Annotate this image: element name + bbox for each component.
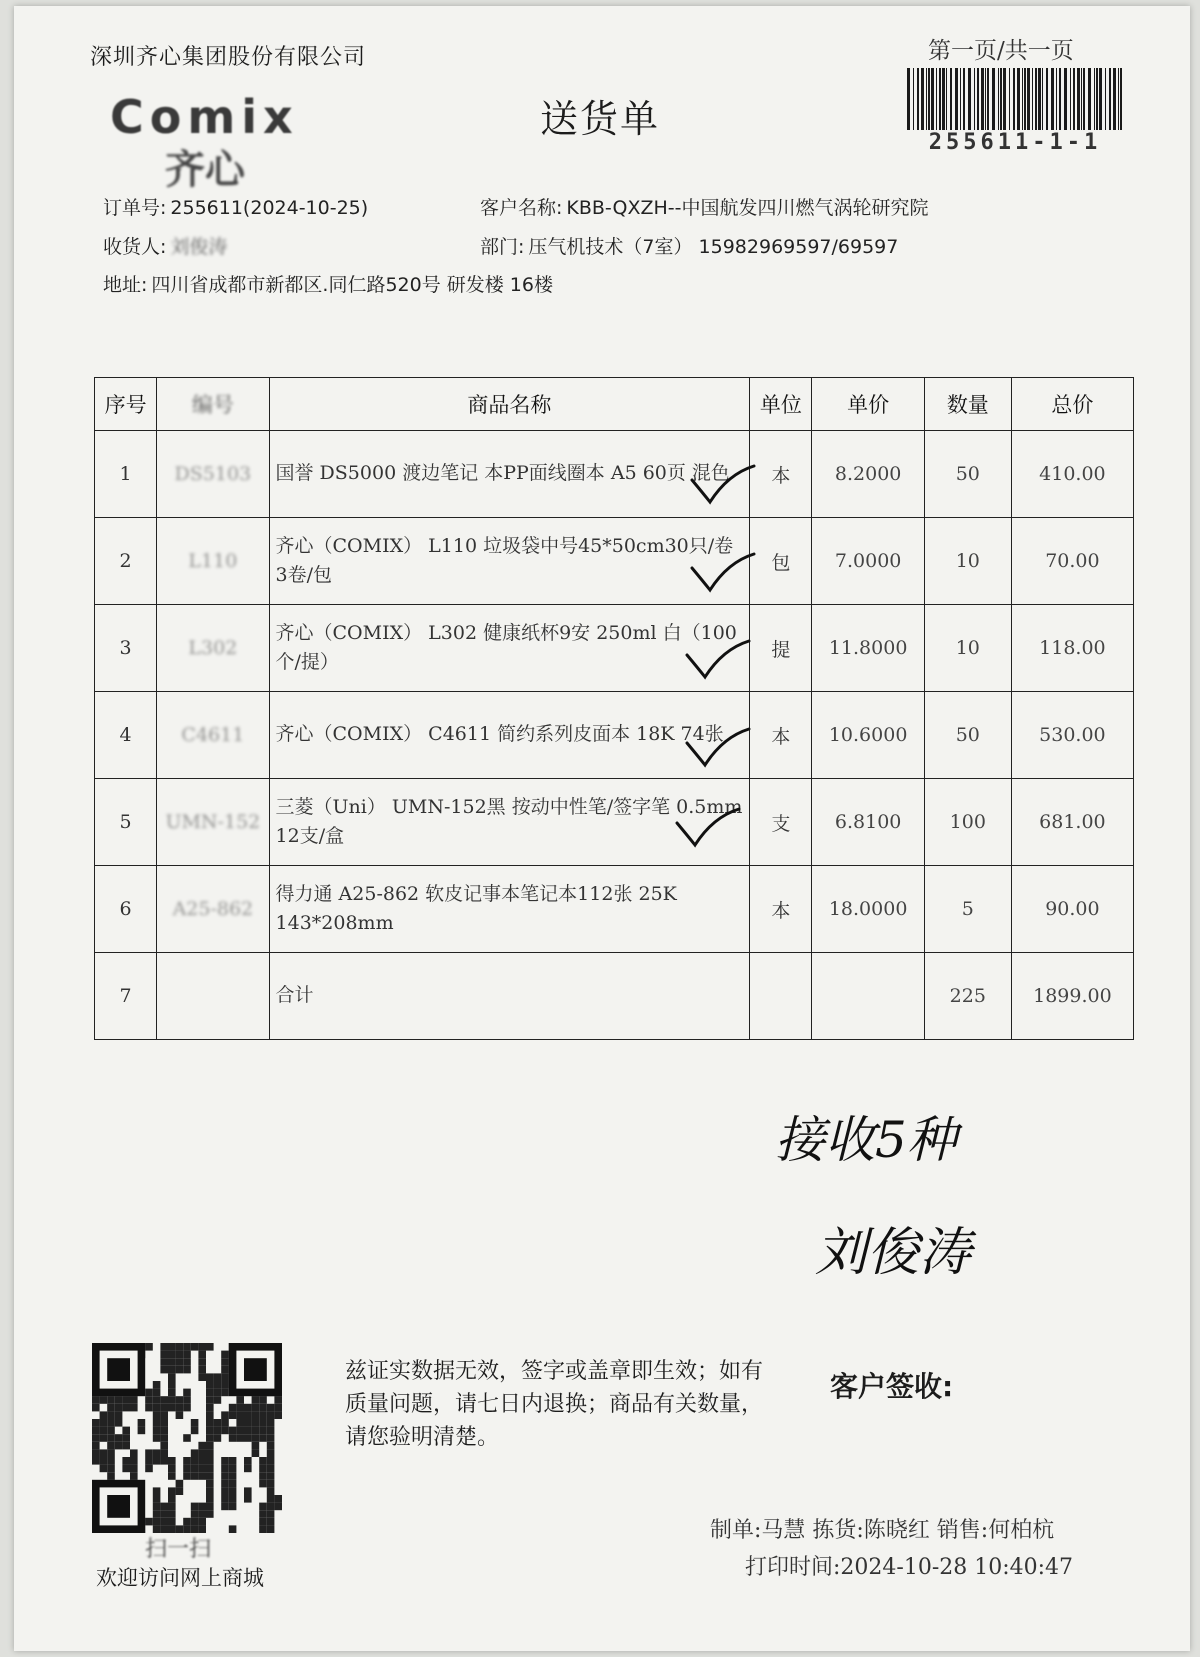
cell-name: 国誉 DS5000 渡边笔记 本PP面线圈本 A5 60页 混色 [269,431,750,518]
table-total-row [95,953,1134,1040]
col-price: 单价 [812,378,924,431]
cell-total: 530.00 [1011,692,1133,779]
barcode [905,68,1125,130]
handwritten-signature: 刘俊涛 [815,1223,972,1283]
cell-code: UMN-152 [157,779,269,866]
cell-price: 18.0000 [812,866,924,953]
receiver [103,232,227,259]
cell-name: 齐心（COMIX） C4611 简约系列皮面本 18K 74张 [269,692,750,779]
cell-code: DS5103 [157,431,269,518]
col-total: 总价 [1011,378,1133,431]
cell-index: 2 [95,518,157,605]
cell-unit: 本 [750,866,812,953]
cell-unit: 支 [750,779,812,866]
page-indicator: 第一页/共一页 [928,38,1074,64]
barcode-number: 255611-1-1 [928,130,1102,155]
logo-cn: 齐心 [165,147,245,193]
cell-unit: 本 [750,692,812,779]
cell-index: 6 [95,866,157,953]
col-code: 编号 [157,378,269,431]
qr-code [92,1343,282,1533]
dept-label: 部门: [480,236,525,258]
cell-name: 得力通 A25-862 软皮记事本笔记本112张 25K 143*208mm [269,866,750,953]
cell-name: 齐心（COMIX） L110 垃圾袋中号45*50cm30只/卷3卷/包 [269,518,750,605]
cell-price: 11.8000 [812,605,924,692]
table-row [95,431,1134,518]
cell-name: 合计 [269,953,750,1040]
customer-label: 客户名称: [480,197,563,219]
receiver-value: 刘俊涛 [170,236,228,258]
department [480,232,898,259]
cell-price: 10.6000 [812,692,924,779]
checkmark-icon [688,462,758,507]
cell-name: 三菱（Uni） UMN-152黑 按动中性笔/签字笔 0.5mm 12支/盒 [269,779,750,866]
cell-price [812,953,924,1040]
cell-unit: 包 [750,518,812,605]
cell-index: 7 [95,953,157,1040]
customer-value: KBB-QXZH--中国航发四川燃气涡轮研究院 [566,197,929,219]
cell-unit [750,953,812,1040]
table-row [95,518,1134,605]
cell-total: 70.00 [1011,518,1133,605]
logo-text: Comix [110,90,299,144]
cell-code: A25-862 [157,866,269,953]
cell-index: 4 [95,692,157,779]
cell-total: 681.00 [1011,779,1133,866]
cell-qty: 50 [924,431,1011,518]
notice-text: 兹证实数据无效，签字或盖章即生效；如有质量问题，请七日内退换；商品有关数量，请您验明清楚。 [345,1359,764,1450]
cell-qty: 50 [924,692,1011,779]
cell-code: C4611 [157,692,269,779]
col-qty: 数量 [924,378,1011,431]
comix-logo [110,90,360,193]
order-value: 255611(2024-10-25) [170,197,369,219]
cell-index: 1 [95,431,157,518]
cell-qty: 100 [924,779,1011,866]
cell-code: L110 [157,518,269,605]
cell-index: 5 [95,779,157,866]
cell-price: 8.2000 [812,431,924,518]
company-name: 深圳齐心集团股份有限公司 [90,45,367,70]
table-row [95,605,1134,692]
col-name: 商品名称 [269,378,750,431]
col-unit: 单位 [750,378,812,431]
table-row [95,779,1134,866]
checkmark-icon [683,637,753,682]
cell-total: 118.00 [1011,605,1133,692]
items-table [94,377,1134,1040]
cell-unit: 本 [750,431,812,518]
cell-qty: 5 [924,866,1011,953]
checkmark-icon [673,805,743,850]
qr-caption-welcome: 欢迎访问网上商城 [96,1566,264,1590]
qr-caption-scan: 扫一扫 [145,1537,212,1562]
cell-index: 3 [95,605,157,692]
cell-price: 6.8100 [812,779,924,866]
address [103,270,553,297]
cell-total: 90.00 [1011,866,1133,953]
receiver-label: 收货人: [103,236,167,258]
address-value: 四川省成都市新都区.同仁路520号 研发楼 16楼 [151,274,553,296]
cell-qty: 225 [924,953,1011,1040]
print-time: 打印时间:2024-10-28 10:40:47 [745,1555,1074,1580]
address-label: 地址: [103,274,148,296]
order-number [103,193,368,220]
cell-unit: 提 [750,605,812,692]
col-index: 序号 [95,378,157,431]
cell-code: L302 [157,605,269,692]
cell-qty: 10 [924,605,1011,692]
customer-name [480,193,928,220]
order-label: 订单号: [103,197,167,219]
table-header-row [95,378,1134,431]
cell-name: 齐心（COMIX） L302 健康纸杯9安 250ml 白（100个/提） [269,605,750,692]
cell-price: 7.0000 [812,518,924,605]
cell-total: 410.00 [1011,431,1133,518]
cell-total: 1899.00 [1011,953,1133,1040]
cell-code [157,953,269,1040]
checkmark-icon [688,550,758,595]
customer-sign-label: 客户签收: [830,1370,954,1403]
dept-value: 压气机技术（7室） 15982969597/69597 [528,236,899,258]
table-row [95,866,1134,953]
staff-info: 制单:马慧 拣货:陈晓红 销售:何柏杭 [710,1518,1055,1543]
cell-qty: 10 [924,518,1011,605]
document-title: 送货单 [540,97,661,141]
table-row [95,692,1134,779]
checkmark-icon [683,725,753,770]
handwritten-received-note: 接收5种 [775,1111,957,1169]
